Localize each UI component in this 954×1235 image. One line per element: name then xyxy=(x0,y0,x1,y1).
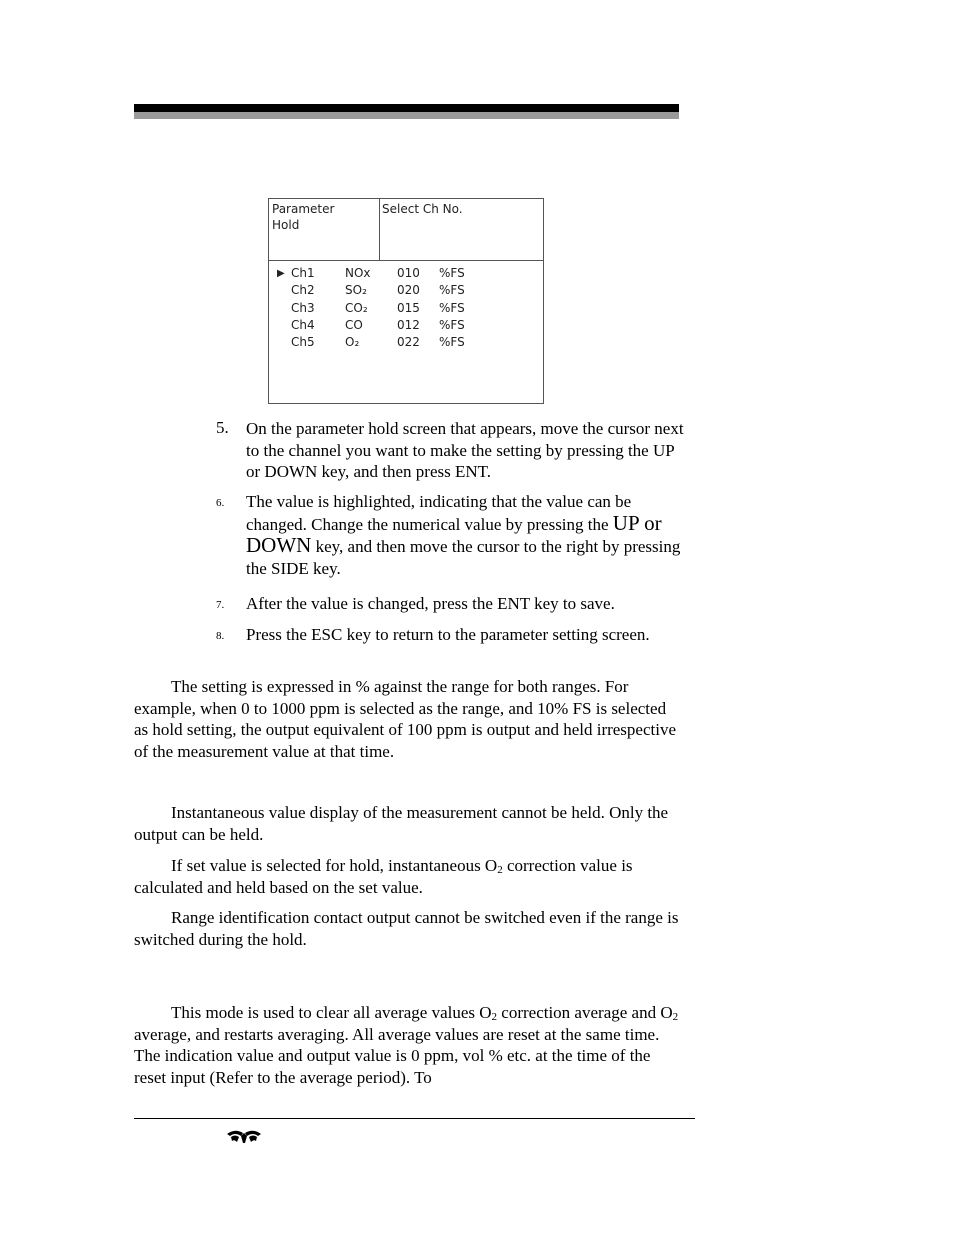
hold-value: 022 xyxy=(397,335,420,349)
paragraph xyxy=(134,907,682,950)
channel-label: Ch5 xyxy=(291,335,315,349)
unit-label: %FS xyxy=(439,335,465,349)
unit-label: %FS xyxy=(439,283,465,297)
paragraph xyxy=(134,1002,682,1088)
channel-label: Ch1 xyxy=(291,266,315,280)
header-rule-gray xyxy=(134,112,679,119)
channel-label: Ch4 xyxy=(291,318,315,332)
cursor-arrow-icon: ▶ xyxy=(277,268,285,279)
header-rule-black xyxy=(134,104,679,112)
paragraph xyxy=(134,802,682,845)
step-text-part: The value is highlighted, indicating that the value can be changed. Change the numerical value by pressing the xyxy=(246,492,632,534)
subscript: 2 xyxy=(672,1011,679,1023)
step-text-part: key, and then move the cursor to the right by pressing the SIDE key. xyxy=(246,537,681,578)
step-text: After the value is changed, press the ENT key to save. xyxy=(246,594,615,613)
paragraph-text: correction value is calculated and held based on the set value. xyxy=(134,856,633,897)
unit-label: %FS xyxy=(439,301,465,315)
paragraph-text: average, and restarts averaging. All average values are reset at the same time. The indication value and output value is 0 ppm, vol % etc. at the time of the reset input (Refer to the average period). To xyxy=(134,1024,660,1087)
gas-label: SO₂ xyxy=(345,283,367,297)
gas-label: NOx xyxy=(345,266,371,280)
step-number: 5. xyxy=(216,418,229,437)
step-text xyxy=(246,491,686,579)
gas-label: CO₂ xyxy=(345,301,368,315)
subscript: 2 xyxy=(491,1011,498,1023)
hold-value: 015 xyxy=(397,301,420,315)
hold-value: 010 xyxy=(397,266,420,280)
paragraph-text: This mode is used to clear all average values O xyxy=(171,1003,492,1022)
channel-label: Ch2 xyxy=(291,283,315,297)
screen-title-line2: Hold xyxy=(272,218,300,232)
step-text-emphasis: UP or DOWN xyxy=(246,510,662,557)
hold-value: 020 xyxy=(397,283,420,297)
step-number: 6. xyxy=(216,497,225,509)
screen-title-line1: Parameter xyxy=(272,202,335,216)
paragraph-text: If set value is selected for hold, instantaneous O xyxy=(171,856,498,875)
paragraph xyxy=(134,855,682,898)
paragraph-text: correction average and O xyxy=(497,1003,673,1022)
gas-label: CO xyxy=(345,318,363,332)
screen-subtitle: Select Ch No. xyxy=(382,202,463,216)
gas-label: O₂ xyxy=(345,335,360,349)
header-divider xyxy=(379,199,380,260)
screen-header xyxy=(269,199,543,261)
channel-label: Ch3 xyxy=(291,301,315,315)
footer-rule xyxy=(134,1118,695,1119)
unit-label: %FS xyxy=(439,266,465,280)
unit-label: %FS xyxy=(439,318,465,332)
paragraph-text: Instantaneous value display of the measurement cannot be held. Only the output can be held. xyxy=(134,803,669,844)
paragraph-text: Range identification contact output cannot be switched even if the range is switched during the hold. xyxy=(134,908,679,949)
step-text: On the parameter hold screen that appears, move the cursor next to the channel you want to make the setting by pressing the UP or DOWN key, and then press ENT. xyxy=(246,419,684,481)
paragraph xyxy=(134,676,682,762)
step-number: 8. xyxy=(216,630,225,642)
subscript: 2 xyxy=(497,864,503,876)
step-number: 7. xyxy=(216,599,225,611)
hold-value: 012 xyxy=(397,318,420,332)
paragraph-text: The setting is expressed in % against the range for both ranges. For example, when 0 to 1000 ppm is selected as the range, and 10% FS is selected as hold setting, the output equivalent of 100 ppm is output and held irrespective of the measurement value at that time. xyxy=(134,677,677,761)
parameter-hold-screen xyxy=(268,198,544,404)
step-text: Press the ESC key to return to the parameter setting screen. xyxy=(246,625,650,644)
screen-title xyxy=(272,201,372,233)
teledyne-logo-icon xyxy=(226,1128,262,1144)
